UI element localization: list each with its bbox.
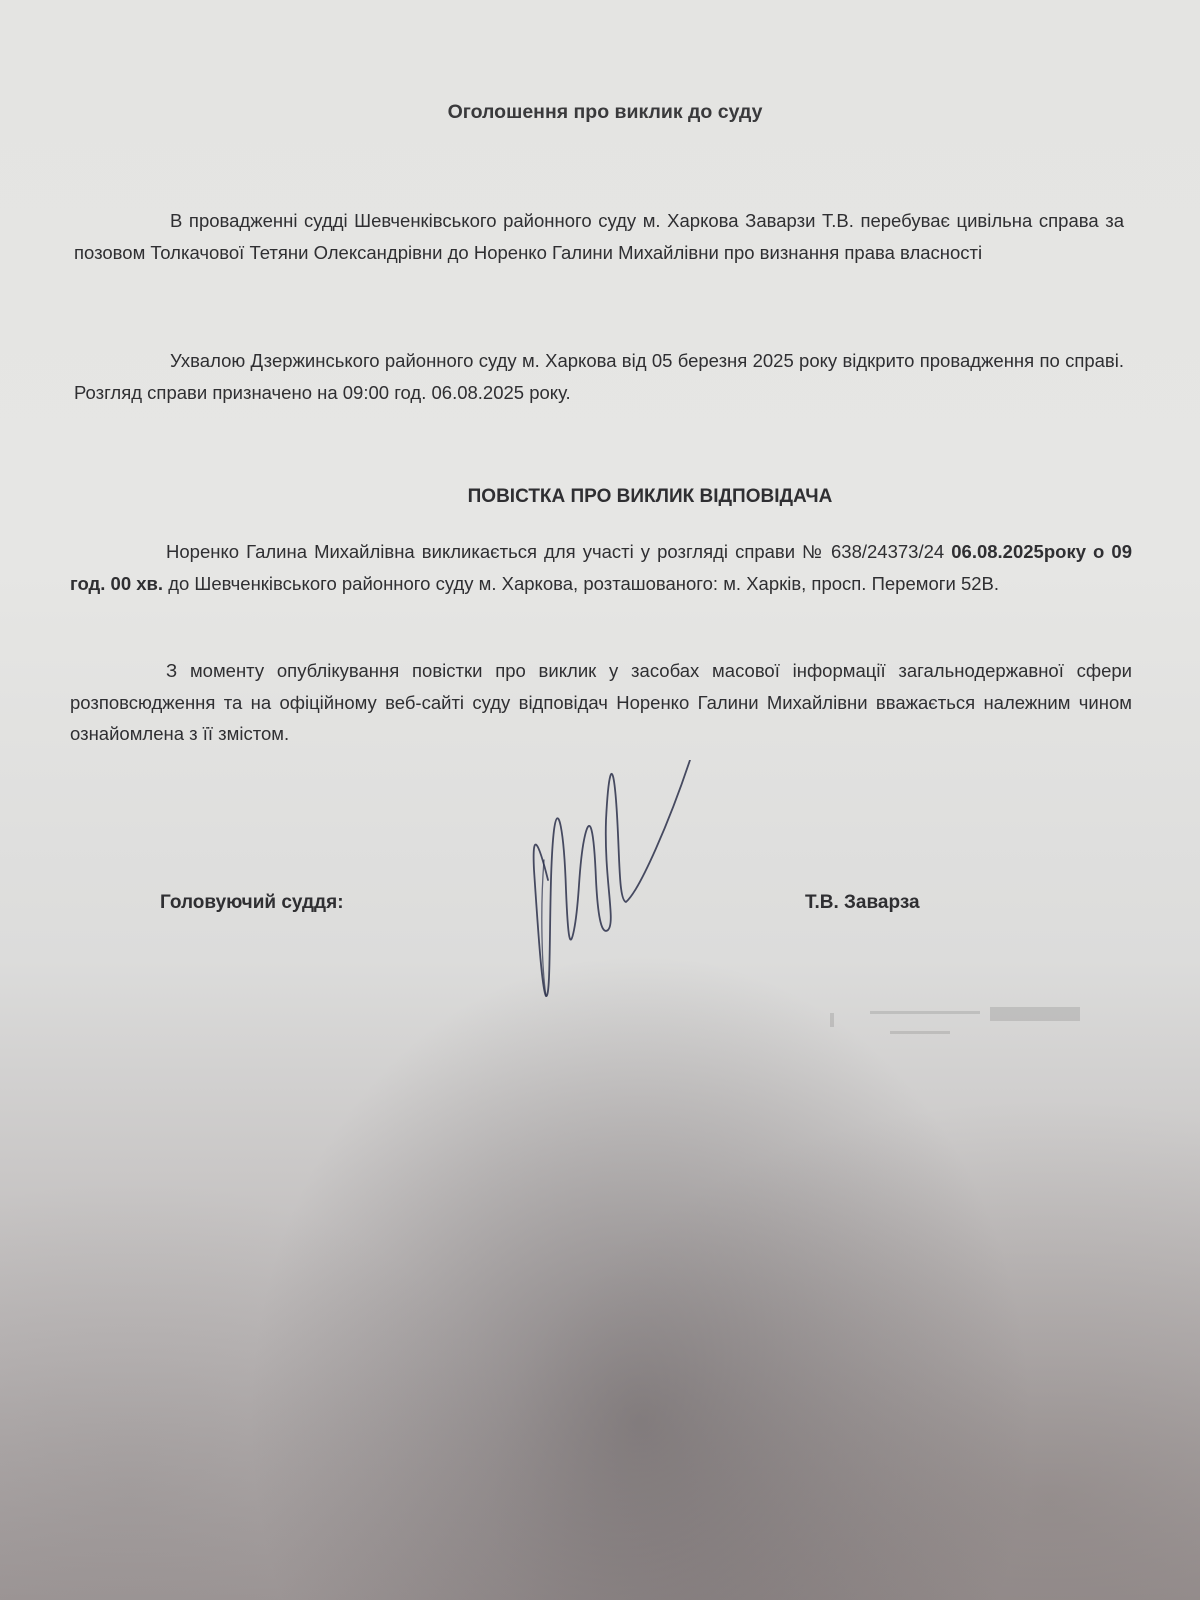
paragraph-ruling [74,345,1124,408]
handwritten-signature [530,760,710,1020]
signature-label: Головуючий суддя: [160,892,344,913]
summons-heading: ПОВІСТКА ПРО ВИКЛИК ВІДПОВІДАЧА [467,486,833,507]
bleed-through-marks [830,1003,1090,1043]
paragraph-summons-datetime: 06.08.2025року о 09 год. 00 хв. [70,541,1132,594]
paragraph-notice [70,655,1132,750]
paragraph-ruling-text: Ухвалою Дзержинського районного суду м. Харкова від 05 березня 2025 року відкрито провадження по справі. Розгляд справи призначено на 09:00 год. 06.08.2025 року. [74,350,1124,403]
paragraph-summons-start: Норенко Галина Михайлівна викликається для участі у розгляді справи № 638/24373/24 [166,541,952,562]
paragraph-case-info [74,205,1124,268]
paragraph-summons [70,536,1132,599]
judge-name: Т.В. Заварза [805,892,920,913]
paragraph-notice-text: З моменту опублікування повістки про виклик у засобах масової інформації загальнодержавної сфери розповсюдження та на офіційному веб-сайті суду відповідач Норенко Галини Михайлівни вважається належним чином ознайомлена з її змістом. [70,660,1132,744]
paragraph-case-info-text: В провадженні судді Шевченківського районного суду м. Харкова Заварзи Т.В. перебуває цивільна справа за позовом Толкачової Тетяни Олександрівни до Норенко Галини Михайлівни про визнання права власності [74,210,1124,263]
paragraph-summons-end: до Шевченківського районного суду м. Харкова, розташованого: м. Харків, просп. Перемоги 52В. [163,572,1000,594]
document-title: Оголошення про виклик до суду [447,101,763,123]
